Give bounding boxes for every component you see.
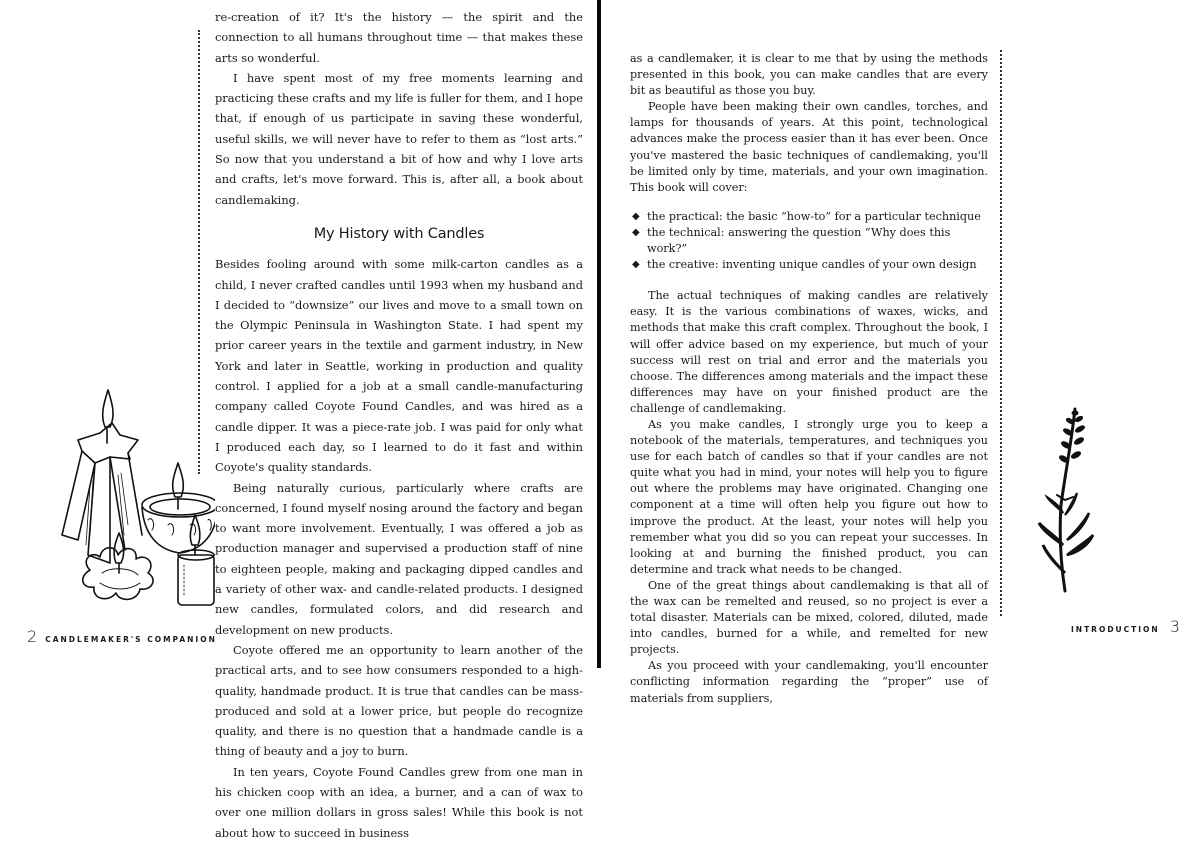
plant-illustration-icon xyxy=(1035,405,1105,595)
paragraph: as a candlemaker, it is clear to me that by using the methods presented in this book, you can make candles that are every bit as beautiful as those you buy. xyxy=(630,52,988,98)
page-number: 2 xyxy=(27,627,38,646)
diamond-bullet-icon: ◆ xyxy=(632,226,640,238)
section-heading: My History with Candles xyxy=(313,225,485,242)
paragraph: I have spent most of my free moments learning and practicing these crafts and my life is fuller for them, and I hope that, if enough of us participate in saving these wonderful, useful skills, we will never have to refer to them as “lost arts.” So now that you understand a bit of how and why I love arts and crafts, let's move forward. This is, after all, a book about candlemaking. xyxy=(215,70,583,207)
bullet-text: the technical: answering the question “Why does this work?” xyxy=(647,225,951,256)
paragraph: People have been making their own candles, torches, and lamps for thousands of years. At this point, technological advances make the process easier than it has ever been. Once you've mastered the basic techniques of candlemaking, you'll be limited only by time, materials, and your own imagination. This book will cover: xyxy=(630,100,988,194)
paragraph: Besides fooling around with some milk-carton candles as a child, I never crafted candles until 1993 when my husband and I decided to “downsize” our lives and move to a small town on the Olympic Peninsula in Washington State. I had spent my prior career years in the textile and garment industry, in New York and later in Seattle, working in production and quality control. I applied for a job at a small candle-manufacturing company called Coyote Found Candles, and was hired as a candle dipper. It was a piece-rate job. I was paid for only what I produced each day, so I learned to do it fast and within Coyote's quality standards. xyxy=(215,257,583,475)
bullet-text: the practical: the basic “how-to” for a particular technique xyxy=(647,209,981,223)
paragraph: One of the great things about candlemaking is that all of the wax can be remelted and reused, so no project is ever a total disaster. Materials can be mixed, colored, diluted, made into candles, burned for a while, and remelted for new projects. xyxy=(630,578,988,657)
paragraph: Coyote offered me an opportunity to learn another of the practical arts, and to see how consumers responded to a high-quality, handmade product. It is true that candles can be mass-produced and sold at a lower price, but people do recognize quality, and there is no question that a handmade candle is a thing of beauty and a joy to burn. xyxy=(215,642,583,759)
bullet-list xyxy=(630,209,988,273)
bullet-text: the creative: inventing unique candles of your own design xyxy=(647,258,977,272)
running-head: CANDLEMAKER'S COMPANION xyxy=(45,635,217,644)
right-text-column xyxy=(630,51,988,707)
paragraph: re-creation of it? It's the history — the spirit and the connection to all humans throughout time — that makes these arts so wonderful. xyxy=(215,10,583,65)
paragraph: As you proceed with your candlemaking, you'll encounter conflicting information regarding the “proper” use of materials from suppliers, xyxy=(630,659,988,705)
bullet-item xyxy=(630,209,988,225)
bullet-item xyxy=(630,257,988,273)
book-gutter xyxy=(597,0,601,668)
running-head: INTRODUCTION xyxy=(1071,625,1160,634)
paragraph: The actual techniques of making candles are relatively easy. It is the various combinations of waxes, wicks, and methods that make this craft complex. Throughout the book, I will offer advice based on my experience, but much of your success will rest on trial and error and the materials you choose. The differences among materials and the impact these differences may have on your finished product are the challenge of candlemaking. xyxy=(630,289,988,415)
paragraph: As you make candles, I strongly urge you to keep a notebook of the materials, temperatures, and techniques you use for each batch of candles so that if your candles are not quite what you had in mind, your notes will help you to figure out where the problems may have originated. Changing one component at a time will often help you figure out how to improve the product. At the least, your notes will help you remember what you did so you can repeat your successes. In looking at and burning the finished product, you can determine and track what needs to be changed. xyxy=(630,417,988,576)
diamond-bullet-icon: ◆ xyxy=(632,259,640,271)
diamond-bullet-icon: ◆ xyxy=(632,210,640,222)
candles-illustration-icon xyxy=(20,385,215,610)
paragraph: In ten years, Coyote Found Candles grew from one man in his chicken coop with an idea, a burner, and a can of wax to over one million dollars in gross sales! While this book is not about how to succeed in business xyxy=(215,764,583,840)
left-page-footer xyxy=(27,627,217,646)
page-number: 3 xyxy=(1169,617,1180,636)
right-page-footer xyxy=(1071,617,1180,636)
bullet-item xyxy=(630,225,988,257)
left-text-column xyxy=(215,7,583,843)
paragraph: Being naturally curious, particularly where crafts are concerned, I found myself nosing around the factory and began to want more involvement. Eventually, I was offered a job as production manager and supervised a production staff of nine to eighteen people, making and packaging dipped candles and a variety of other wax- and candle-related products. I designed new candles, formulated colors, and did research and development on new products. xyxy=(215,480,583,637)
right-dotted-rule xyxy=(1000,50,1002,616)
